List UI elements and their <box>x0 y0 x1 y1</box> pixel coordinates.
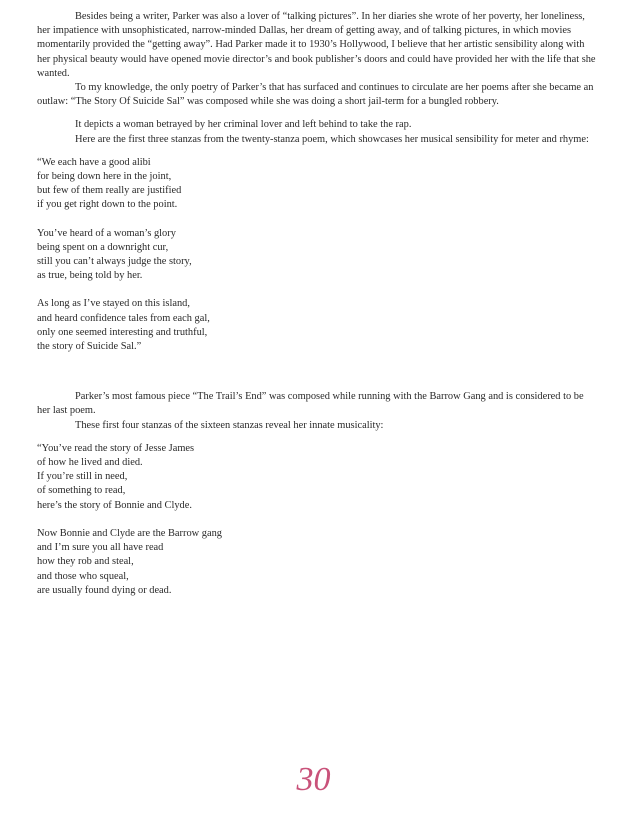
spacer <box>37 354 597 376</box>
poem-line: of how he lived and died. <box>37 457 143 469</box>
poem-line: and I’m sure you all have read <box>37 542 164 554</box>
poem-line: still you can’t always judge the story, <box>37 256 192 268</box>
poem-line: being spent on a downright cur, <box>37 241 169 253</box>
poem-line: Now Bonnie and Clyde are the Barrow gang <box>37 527 222 539</box>
spacer <box>37 513 597 527</box>
paragraph-poem-depiction: It depicts a woman betrayed by her criminal lover and left behind to take the rap. <box>75 119 412 131</box>
poem-line: the story of Suicide Sal.” <box>37 341 142 353</box>
poem-line: and heard confidence tales from each gal, <box>37 312 210 324</box>
spacer <box>37 109 597 118</box>
poem-suicide-sal-stanza-1 <box>37 156 597 213</box>
poem-line: and those who squeal, <box>37 570 129 582</box>
poem-line: how they rob and steal, <box>37 556 134 568</box>
poem-line: if you get right down to the point. <box>37 199 178 211</box>
spacer <box>37 376 597 390</box>
poem-suicide-sal-stanza-2 <box>37 227 597 284</box>
poem-line: You’ve heard of a woman’s glory <box>37 227 176 239</box>
spacer <box>37 213 597 227</box>
poem-line: “We each have a good alibi <box>37 156 151 168</box>
paragraph-poem2-intro: These first four stanzas of the sixteen stanzas reveal her innate musicality: <box>75 419 384 431</box>
poem-line: of something to read, <box>37 485 126 497</box>
poem-suicide-sal-stanza-3 <box>37 297 597 354</box>
page-number: 30 <box>296 761 331 798</box>
poem-line: here’s the story of Bonnie and Clyde. <box>37 499 192 511</box>
spacer <box>37 283 597 297</box>
poem-trails-end-stanza-1 <box>37 442 597 513</box>
poem-line: “You’ve read the story of Jesse James <box>37 442 195 454</box>
poem-line: as true, being told by her. <box>37 270 143 282</box>
spacer <box>37 147 597 156</box>
poem-line: As long as I’ve stayed on this island, <box>37 298 190 310</box>
paragraph-talking-pictures: Besides being a writer, Parker was also a lover of “talking pictures”. In her diaries she wrote of her poverty, her loneliness, her impatience with unsophisticated, narrow-minded Dallas, her dream of getting away, and of talking pictures, in which movies momentarily provided the “getting away”. Had Parker made it to 1930’s Hollywood, I believe that her artistic sensibility along with her physical beauty would have opened movie director’s and book publisher’s doors and could have provided her with the life that she wanted. <box>37 11 596 79</box>
poem-line: but few of them really are justified <box>37 185 182 197</box>
paragraph-poetry-knowledge: To my knowledge, the only poetry of Parker’s that has surfaced and continues to circulate are her poems after she became an outlaw: “The Story Of Suicide Sal” was composed while she was doing a short jail-term for a bungled robbery. <box>37 82 594 108</box>
poem-line: If you’re still in need, <box>37 471 128 483</box>
poem-line: are usually found dying or dead. <box>37 584 172 596</box>
poem-trails-end-stanza-2 <box>37 527 597 598</box>
paragraph-poem1-intro: Here are the first three stanzas from the twenty-stanza poem, which showcases her musical sensibility for meter and rhyme: <box>75 133 589 145</box>
paragraph-trails-end: Parker’s most famous piece “The Trail’s End” was composed while running with the Barrow Gang and is considered to be her last poem. <box>37 391 584 417</box>
page-body <box>37 10 597 598</box>
poem-line: for being down here in the joint, <box>37 171 172 183</box>
poem-line: only one seemed interesting and truthful, <box>37 326 208 338</box>
spacer <box>37 433 597 442</box>
